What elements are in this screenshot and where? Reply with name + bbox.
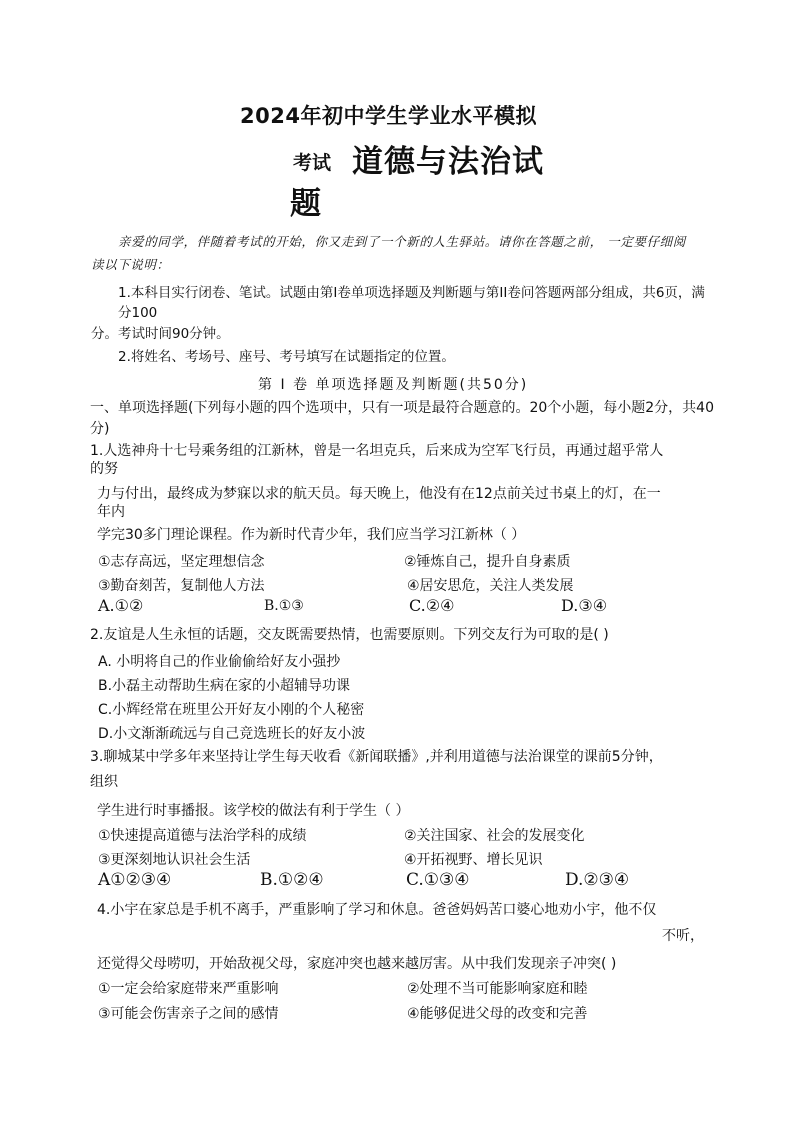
part-one-instructions-b: 分) <box>90 421 110 437</box>
q3-option-c[interactable]: C.①③④ <box>406 870 470 890</box>
q2-stem: 2.友谊是人生永恒的话题，交友既需要热情，也需要原则。下列交友行为可取的是( ) <box>90 627 609 643</box>
note-1-b: 分100 <box>118 305 158 321</box>
q4-stem-line3: 还觉得父母唠叨，开始敌视父母，家庭冲突也越来越厉害。从中我们发现亲子冲突( ) <box>97 956 617 972</box>
q3-option-d[interactable]: D.②③④ <box>565 870 630 890</box>
q1-option-a[interactable]: A.①② <box>98 596 144 615</box>
q1-statement-3: ③勤奋刻苦，复制他人方法 <box>98 578 265 594</box>
q3-option-a[interactable]: A①②③④ <box>98 870 172 890</box>
note-1-c: 分。考试时间90分钟。 <box>91 326 230 342</box>
q4-statement-1: ①一定会给家庭带来严重影响 <box>98 981 279 997</box>
section-heading: 第 I 卷 单项选择题及判断题(共50分) <box>258 377 529 393</box>
q4-statement-3: ③可能会伤害亲子之间的感情 <box>98 1006 279 1022</box>
q3-option-b[interactable]: B.①②④ <box>260 870 324 890</box>
q1-statement-1: ①志存高远，坚定理想信念 <box>98 554 265 570</box>
q2-option-a[interactable]: A. 小明将自己的作业偷偷给好友小强抄 <box>98 654 341 670</box>
q4-statement-2: ②处理不当可能影响家庭和睦 <box>407 981 588 997</box>
q3-stem-line1: 3.聊城某中学多年来坚持让学生每天收看《新闻联播》,并利用道德与法治课堂的课前5分钟， <box>90 749 663 765</box>
intro-line1: 亲爱的同学，伴随着考试的开始，你又走到了一个新的人生驿站。请你在答题之前， 一定要仔细阅 <box>118 234 686 249</box>
q1-statement-4: ④居安思危，关注人类发展 <box>407 578 574 594</box>
q1-statement-2: ②锤炼自己，提升自身素质 <box>404 554 571 570</box>
q3-statement-1: ①快速提高道德与法治学科的成绩 <box>98 828 307 844</box>
note-2: 2.将姓名、考场号、座号、考号填写在试题指定的位置。 <box>118 349 455 365</box>
note-1-a: 1.本科目实行闭卷、笔试。试题由第I卷单项选择题及判断题与第II卷问答题两部分组成，共6页，满 <box>118 285 705 301</box>
q4-stem-line1: 4.小宇在家总是手机不离手，严重影响了学习和休息。爸爸妈妈苦口婆心地劝小宇，他不仅 <box>97 902 657 918</box>
q2-option-b[interactable]: B.小磊主动帮助生病在家的小超辅导功课 <box>98 678 351 694</box>
q2-option-d[interactable]: D.小文渐渐疏远与自己竞选班长的好友小波 <box>98 726 366 742</box>
q1-stem-line2: 的努 <box>90 461 118 477</box>
q1-stem-line4: 年内 <box>97 504 125 520</box>
q3-stem-line2: 组织 <box>90 774 118 790</box>
q3-statement-4: ④开拓视野、增长见识 <box>404 852 543 868</box>
exam-title-line3: 题 <box>290 186 321 222</box>
q4-stem-line2: 不听， <box>662 928 704 944</box>
q1-stem-line1: 1.人选神舟十七号乘务组的江新林，曾是一名坦克兵，后来成为空军飞行员，再通过超乎常人 <box>90 443 664 459</box>
q3-statement-3: ③更深刻地认识社会生活 <box>98 852 251 868</box>
q1-stem-line5: 学完30多门理论课程。作为新时代青少年，我们应当学习江新林（ ） <box>97 527 526 543</box>
part-one-instructions-a: 一、单项选择题(下列每小题的四个选项中，只有一项是最符合题意的。20个小题，每小题2分，共40 <box>90 400 714 416</box>
exam-title-line2-large: 道德与法治试 <box>352 144 544 180</box>
q4-statement-4: ④能够促进父母的改变和完善 <box>407 1006 588 1022</box>
q2-option-c[interactable]: C.小辉经常在班里公开好友小刚的个人秘密 <box>98 702 365 718</box>
q1-option-b[interactable]: B.①③ <box>264 598 304 614</box>
intro-line2: 读以下说明： <box>91 257 170 272</box>
q3-stem-line3: 学生进行时事播报。该学校的做法有利于学生（ ） <box>97 803 410 819</box>
q3-statement-2: ②关注国家、社会的发展变化 <box>404 828 585 844</box>
exam-title-line1: 2024年初中学生学业水平模拟 <box>240 104 537 128</box>
exam-title-line2-small: 考试 <box>293 152 332 174</box>
q1-option-c[interactable]: C.②④ <box>409 596 455 615</box>
q1-stem-line3: 力与付出，最终成为梦寐以求的航天员。每天晚上，他没有在12点前关过书桌上的灯，在一 <box>97 486 661 502</box>
q1-option-d[interactable]: D.③④ <box>561 596 608 615</box>
